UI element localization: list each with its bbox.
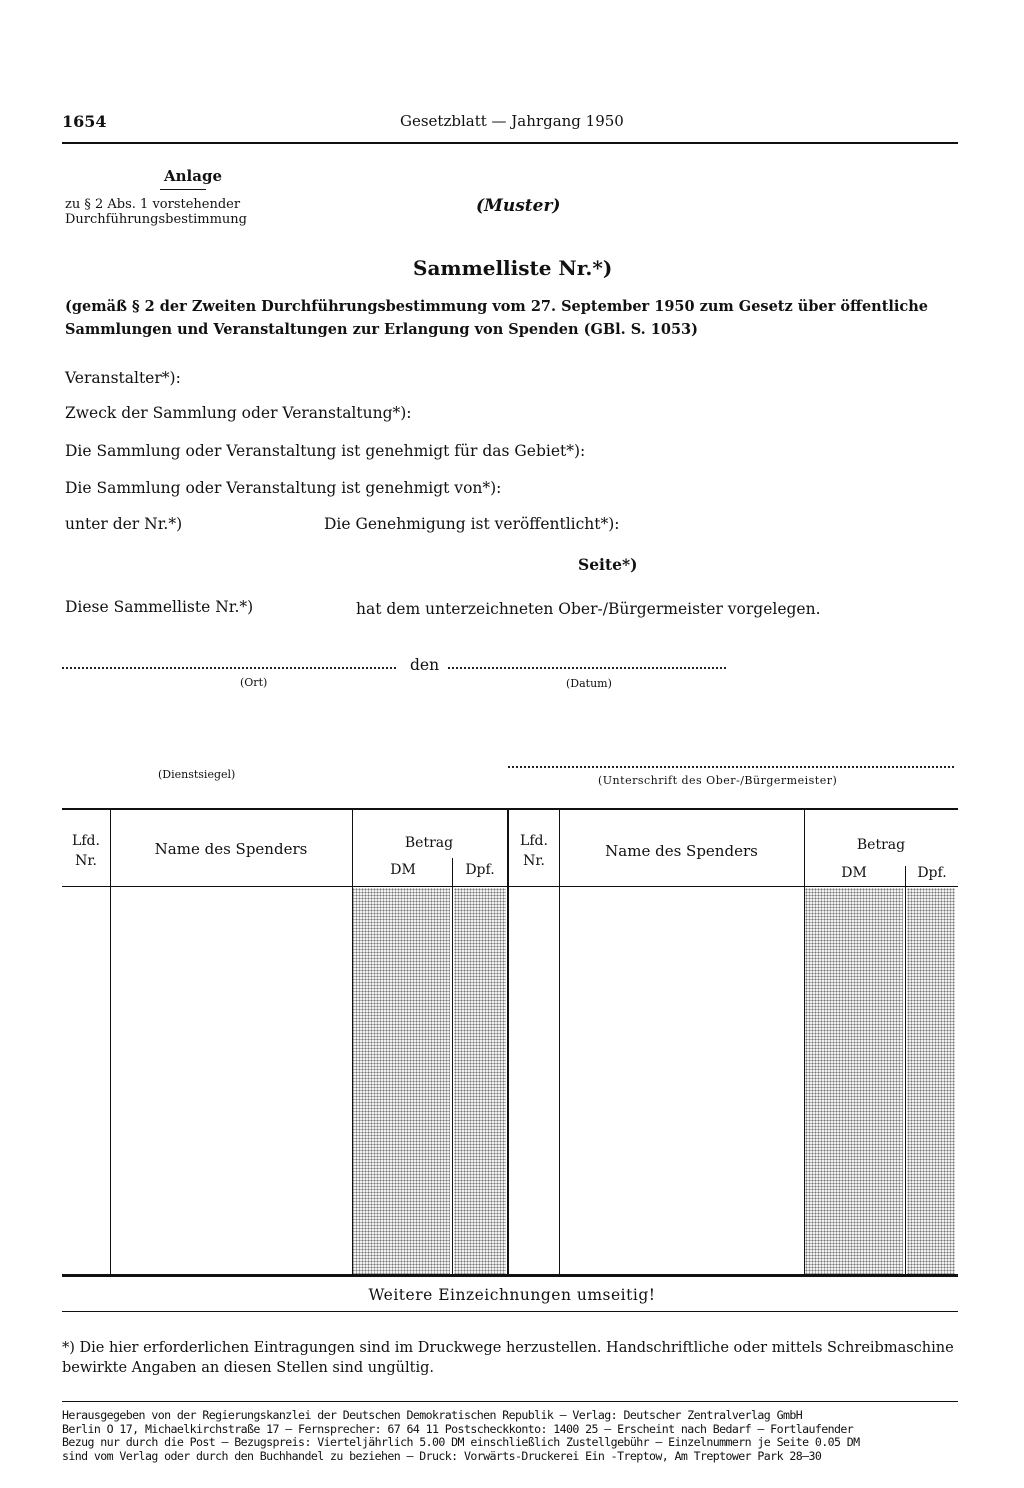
datum-label: (Datum) — [566, 677, 612, 690]
table-bottom-rule — [62, 1274, 958, 1277]
col-header-dpf-right: Dpf. — [917, 865, 947, 881]
field-seite: Seite*) — [578, 555, 638, 574]
anlage-reference-line1: zu § 2 Abs. 1 vorstehender — [65, 197, 241, 212]
col-header-betrag: Betrag — [404, 835, 454, 851]
imprint-line3: Bezug nur durch die Post – Bezugspreis: Vierteljährlich 5.00 DM einschließlich Zustellgebühr – Einzelnummern je Seite 0.05 DM — [62, 1435, 860, 1450]
col-header-lfd: Lfd. — [72, 833, 100, 849]
anlage-reference-line2: Durchführungsbestimmung — [65, 212, 247, 227]
gazette-title: Gesetzblatt — Jahrgang 1950 — [400, 112, 624, 130]
anlage-underline — [160, 189, 206, 190]
anlage-heading: Anlage — [164, 167, 222, 185]
col-header-betrag-right: Betrag — [856, 837, 906, 853]
footnote: *) Die hier erforderlichen Eintragungen sind im Druckwege herzustellen. Handschriftliche oder mittels Schreibmaschine bewirkte Angaben an diesen Stellen sind ungültig. — [62, 1340, 954, 1376]
field-veranstalter: Veranstalter*): — [65, 369, 181, 387]
col-header-name-right: Name des Spenders — [605, 842, 758, 860]
muster-label: (Muster) — [476, 196, 561, 216]
field-vorgelegen: hat dem unterzeichneten Ober-/Bürgermeister vorgelegen. — [356, 600, 821, 618]
field-unter-nr: unter der Nr.*) — [65, 515, 183, 533]
weitere-rule — [62, 1311, 958, 1312]
imprint-line2: Berlin O 17, Michaelkirchstraße 17 – Fernsprecher: 67 64 11 Postscheckkonto: 1400 25 – Erscheint nach Bedarf – Fortlaufender — [62, 1421, 854, 1436]
table-dm-dpf-divider — [452, 858, 453, 1274]
col-header-nr-right: Nr. — [523, 853, 545, 869]
table-dm-dpf-divider — [905, 866, 906, 1274]
shaded-dm-column-right — [805, 888, 903, 1274]
shaded-dpf-column-left — [454, 888, 506, 1274]
field-veroeffentlicht: Die Genehmigung ist veröffentlicht*): — [324, 515, 620, 533]
col-header-dm-right: DM — [841, 865, 867, 881]
datum-dotted-line — [448, 667, 726, 669]
signature-label: (Unterschrift des Ober-/Bürgermeister) — [598, 774, 838, 787]
footnote-rule — [62, 1401, 958, 1402]
field-genehmigt-von: Die Sammlung oder Veranstaltung ist genehmigt von*): — [65, 479, 502, 497]
page-number: 1654 — [62, 112, 107, 131]
ort-dotted-line — [62, 667, 396, 669]
shaded-dpf-column-right — [907, 888, 955, 1274]
dienstsiegel-label: (Dienstsiegel) — [158, 768, 236, 781]
form-title: Sammelliste Nr.*) — [413, 256, 613, 280]
imprint — [62, 1409, 957, 1463]
col-header-lfd-right: Lfd. — [520, 833, 548, 849]
col-header-name: Name des Spenders — [154, 840, 308, 858]
weitere-einzeichnungen: Weitere Einzeichnungen umseitig! — [368, 1286, 656, 1304]
den-label: den — [410, 656, 440, 674]
signature-dotted-line — [508, 766, 954, 768]
form-subtitle: (gemäß § 2 der Zweiten Durchführungsbestimmung vom 27. September 1950 zum Gesetz über öffentliche Sammlungen und Veranstaltungen zur Erlangung von Spenden (GBl. S. 1053) — [65, 298, 929, 338]
field-diese-sammelliste: Diese Sammelliste Nr.*) — [65, 598, 254, 616]
table-col-divider — [559, 808, 560, 1274]
col-header-dpf: Dpf. — [465, 862, 495, 878]
col-header-dm: DM — [390, 862, 416, 878]
shaded-dm-column-left — [352, 888, 450, 1274]
table-top-rule — [62, 808, 958, 810]
table-col-divider — [352, 808, 353, 1274]
imprint-line1: Herausgegeben von der Regierungskanzlei der Deutschen Demokratischen Republik – Verlag: Deutscher Zentralverlag GmbH — [62, 1408, 803, 1422]
table-col-divider — [507, 808, 509, 1274]
table-header-rule — [62, 886, 958, 887]
donor-table — [62, 808, 958, 1274]
ort-label: (Ort) — [240, 676, 268, 689]
header-rule — [62, 142, 958, 144]
table-col-divider — [110, 808, 111, 1274]
field-gebiet: Die Sammlung oder Veranstaltung ist genehmigt für das Gebiet*): — [65, 442, 586, 460]
col-header-nr: Nr. — [75, 853, 97, 869]
field-zweck: Zweck der Sammlung oder Veranstaltung*): — [65, 404, 412, 422]
imprint-line4: sind vom Verlag oder durch den Buchhandel zu beziehen – Druck: Vorwärts-Druckerei Ein -Treptow, Am Treptower Park 28–30 — [62, 1448, 822, 1463]
